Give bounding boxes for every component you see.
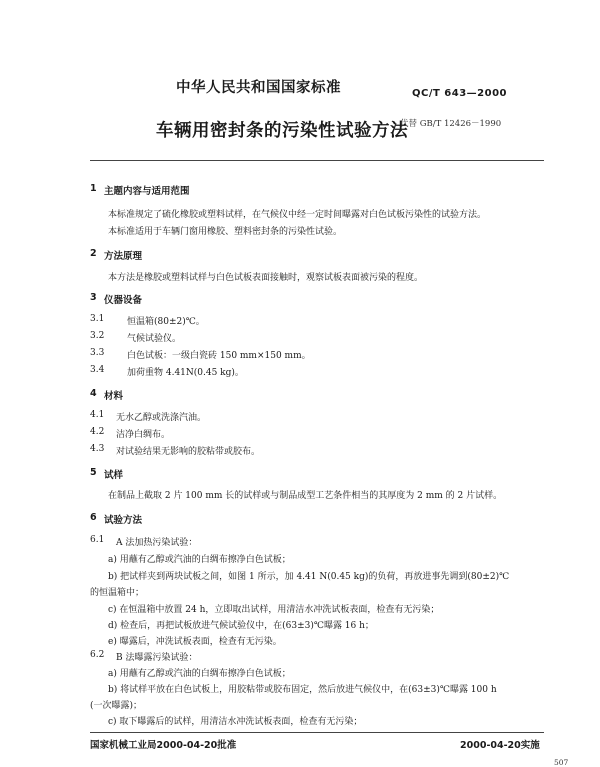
list-item-number: 4.2 (90, 427, 105, 437)
step-item: a) 用蘸有乙醇或汽油的白绸布擦净白色试板； (108, 555, 291, 565)
step-item: e) 曝露后，冲洗试板表面，检查有无污染。 (108, 637, 282, 647)
page-number: 507 (554, 758, 569, 767)
section-3-title: 仪器设备 (104, 295, 143, 306)
list-item: 气候试验仪。 (127, 334, 182, 344)
section-5-number: 5 (90, 467, 97, 478)
section-5-paragraph: 在制品上截取 2 片 100 mm 长的试样或与制品成型工艺条件相当的其厚度为 2 mm 的 2 片试样。 (108, 491, 503, 501)
list-item: 洁净白绸布。 (116, 430, 171, 440)
step-item: d) 检查后，再把试板放进气候试验仪中，在(63±3)℃曝露 16 h； (108, 621, 374, 631)
section-3-number: 3 (90, 292, 97, 303)
header-divider (90, 160, 544, 161)
list-item-number: 4.3 (90, 444, 105, 454)
list-item: 加荷重物 4.41N(0.45 kg)。 (127, 368, 244, 378)
list-item-number: 3.1 (90, 314, 105, 324)
footer-divider (90, 732, 544, 733)
step-item-continuation: (一次曝露)； (90, 701, 143, 711)
subsection-number: 6.2 (90, 650, 105, 660)
list-item: 恒温箱(80±2)℃。 (127, 317, 205, 327)
section-2-title: 方法原理 (104, 251, 143, 262)
section-4-title: 材料 (104, 391, 124, 402)
list-item-number: 3.3 (90, 348, 105, 358)
section-4-number: 4 (90, 388, 97, 399)
list-item-number: 4.1 (90, 410, 105, 420)
subsection-number: 6.1 (90, 535, 105, 545)
section-6-number: 6 (90, 512, 97, 523)
section-2-paragraph: 本方法是橡胶或塑料试样与白色试板表面接触时，观察试板表面被污染的程度。 (108, 273, 424, 283)
replaces-standard: 代替 GB/T 12426－1990 (400, 119, 502, 129)
subsection-title: A 法加热污染试验： (116, 538, 198, 548)
step-item: c) 取下曝露后的试样，用清洁水冲洗试板表面，检查有无污染； (108, 717, 363, 727)
list-item: 无水乙醇或洗涤汽油。 (116, 413, 207, 423)
step-item: a) 用蘸有乙醇或汽油的白绸布擦净白色试板； (108, 669, 291, 679)
section-6-title: 试验方法 (104, 515, 143, 526)
section-5-title: 试样 (104, 470, 124, 481)
list-item: 白色试板：一级白瓷砖 150 mm×150 mm。 (127, 351, 311, 361)
step-item: b) 将试样平放在白色试板上，用胶粘带或胶布固定，然后放进气候仪中，在(63±3)℃曝露 100 h (108, 685, 497, 695)
list-item-number: 3.2 (90, 331, 105, 341)
section-2-number: 2 (90, 248, 97, 259)
standard-code: QC/T 643—2000 (412, 88, 508, 99)
section-1-title: 主题内容与适用范围 (104, 186, 190, 197)
subsection-title: B 法曝露污染试验： (116, 653, 198, 663)
step-item: c) 在恒温箱中放置 24 h，立即取出试样，用清洁水冲洗试板表面，检查有无污染； (108, 605, 440, 615)
section-1-paragraph: 本标准适用于车辆门窗用橡胶、塑料密封条的污染性试验。 (108, 227, 343, 237)
standard-issuer: 中华人民共和国国家标准 (176, 80, 341, 96)
step-item: b) 把试样夹到两块试板之间，如图 1 所示，加 4.41 N(0.45 kg)的负荷，再放进事先调到(80±2)℃ (108, 572, 510, 582)
implementation-date: 2000-04-20实施 (460, 740, 540, 751)
step-item-continuation: 的恒温箱中； (90, 588, 145, 598)
list-item-number: 3.4 (90, 365, 105, 375)
page-title: 车辆用密封条的污染性试验方法 (156, 121, 408, 141)
list-item: 对试验结果无影响的胶粘带或胶布。 (116, 447, 261, 457)
section-1-number: 1 (90, 183, 97, 194)
section-1-paragraph: 本标准规定了硫化橡胶或塑料试样，在气候仪中经一定时间曝露对白色试板污染性的试验方法。 (108, 210, 487, 220)
approval-line: 国家机械工业局2000-04-20批准 (90, 740, 237, 751)
